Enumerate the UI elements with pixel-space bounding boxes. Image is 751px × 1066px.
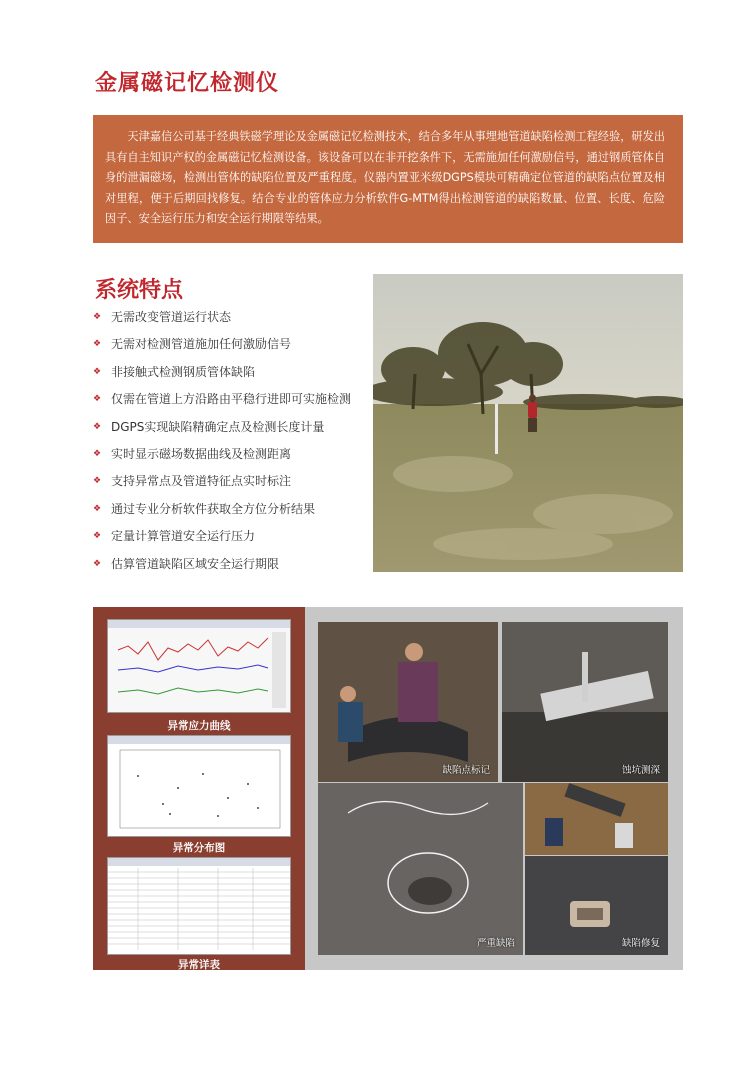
corrosion-depth-photo	[502, 622, 668, 782]
software-screenshots-panel	[93, 607, 305, 970]
feature-item: ❖ 仅需在管道上方沿路由平稳行进即可实施检测	[93, 388, 351, 415]
excavation-image	[525, 783, 668, 855]
corrosion-depth-caption: 蚀坑测深	[621, 765, 660, 776]
feature-item: ❖ 通过专业分析软件获取全方位分析结果	[93, 498, 351, 525]
excavation-photo	[525, 783, 668, 855]
defect-mark-caption: 缺陷点标记	[442, 765, 490, 776]
feature-item: ❖ DGPS实现缺陷精确定点及检测长度计量	[93, 416, 351, 443]
field-photos-panel	[305, 607, 683, 970]
feature-item: ❖ 非接触式检测钢质管体缺陷	[93, 361, 351, 388]
severe-defect-caption: 严重缺陷	[476, 938, 515, 949]
features-list	[93, 306, 351, 580]
diamond-bullet-icon: ❖	[93, 366, 102, 377]
diamond-bullet-icon: ❖	[93, 476, 102, 487]
distribution-screenshot	[107, 735, 291, 837]
feature-item: ❖ 无需改变管道运行状态	[93, 306, 351, 333]
defect-repair-photo	[525, 856, 668, 955]
feature-item: ❖ 无需对检测管道施加任何激励信号	[93, 333, 351, 360]
stress-curve-image	[108, 620, 290, 712]
distribution-image	[108, 736, 290, 836]
feature-item: ❖ 支持异常点及管道特征点实时标注	[93, 470, 351, 497]
diamond-bullet-icon: ❖	[93, 448, 102, 459]
diamond-bullet-icon: ❖	[93, 339, 102, 350]
distribution-caption: 异常分布图	[172, 842, 226, 854]
page-title: 金属磁记忆检测仪	[95, 71, 280, 96]
defect-mark-photo	[318, 622, 498, 782]
intro-paragraph: 天津嘉信公司基于经典铁磁学理论及金属磁记忆检测技术，结合多年从事埋地管道缺陷检测工程经验，研发出具有自主知识产权的金属磁记忆检测设备。该设备可以在非开挖条件下，无需施加任何激励信号，通过钢质管体自身的泄漏磁场，检测出管体的缺陷位置及严重程度。仪器内置亚米级DGPS模块可精确定位管道的缺陷点位置及相对里程，便于后期回找修复。结合专业的管体应力分析软件G-MTM得出检测管道的缺陷数量、位置、长度、危险因子、安全运行压力和安全运行期限等结果。	[93, 115, 683, 243]
diamond-bullet-icon: ❖	[93, 531, 102, 542]
severe-defect-image	[318, 783, 523, 955]
details-table-image	[108, 858, 290, 954]
defect-repair-caption: 缺陷修复	[621, 938, 660, 949]
diamond-bullet-icon: ❖	[93, 558, 102, 569]
field-photo-illustration	[373, 274, 683, 572]
diamond-bullet-icon: ❖	[93, 312, 102, 322]
feature-item: ❖ 估算管道缺陷区域安全运行期限	[93, 553, 351, 580]
corrosion-depth-image	[502, 622, 668, 782]
details-caption: 异常详表	[178, 959, 220, 971]
details-table-screenshot	[107, 857, 291, 955]
defect-mark-image	[318, 622, 498, 782]
feature-item: ❖ 定量计算管道安全运行压力	[93, 525, 351, 552]
feature-item: ❖ 实时显示磁场数据曲线及检测距离	[93, 443, 351, 470]
field-inspection-photo	[373, 274, 683, 572]
diamond-bullet-icon: ❖	[93, 503, 102, 514]
severe-defect-photo	[318, 783, 523, 955]
stress-curve-caption: 异常应力曲线	[167, 720, 231, 732]
diamond-bullet-icon: ❖	[93, 394, 102, 405]
features-title: 系统特点	[95, 278, 184, 303]
stress-curve-screenshot	[107, 619, 291, 713]
diamond-bullet-icon: ❖	[93, 421, 102, 432]
